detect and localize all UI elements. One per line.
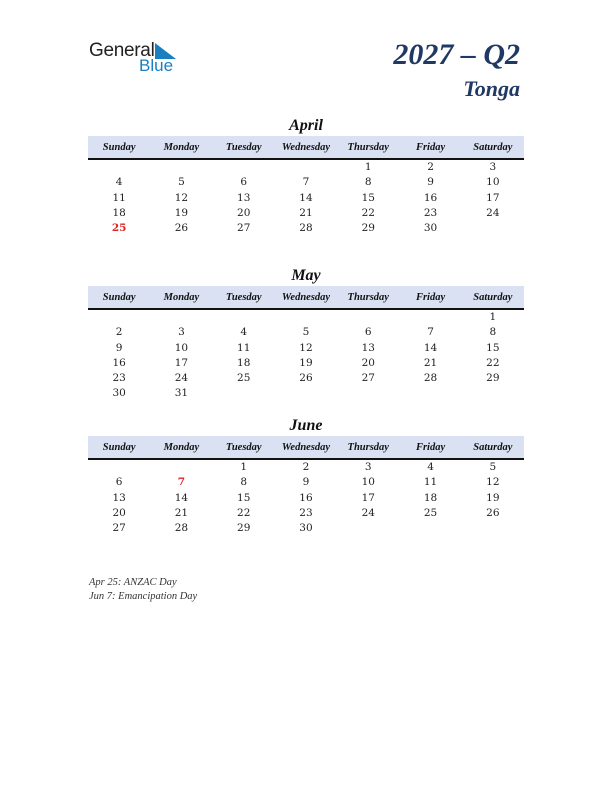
day-cell: 24 xyxy=(174,372,189,385)
day-cell: 14 xyxy=(174,491,189,504)
day-cell: 1 xyxy=(364,161,372,173)
day-cell xyxy=(275,386,337,401)
day-cell xyxy=(462,386,524,401)
day-cell: 23 xyxy=(299,506,313,519)
day-cell: 29 xyxy=(486,372,500,385)
weekday-label: Saturday xyxy=(473,141,513,153)
day-cell: 22 xyxy=(486,356,500,369)
day-cell: 3 xyxy=(489,161,497,173)
week-row xyxy=(88,221,524,236)
day-cell: 28 xyxy=(174,522,189,535)
weekday-header-row xyxy=(88,136,524,160)
week-row xyxy=(88,175,524,190)
day-cell: 21 xyxy=(174,506,189,519)
holiday-note: Apr 25: ANZAC Day xyxy=(89,577,177,588)
week-row xyxy=(88,341,524,356)
day-cell: 30 xyxy=(423,222,438,235)
day-cell: 26 xyxy=(486,506,500,519)
day-cell: 2 xyxy=(302,461,310,473)
page-title: 2027 – Q2 xyxy=(393,38,520,71)
day-cell xyxy=(337,386,399,401)
day-cell xyxy=(337,310,399,325)
weekday-label: Friday xyxy=(415,141,446,153)
day-cell: 2 xyxy=(427,161,434,173)
day-cell: 12 xyxy=(174,191,189,204)
day-cell: 21 xyxy=(299,206,313,219)
day-cell: 25 xyxy=(423,506,438,519)
day-cell: 20 xyxy=(237,206,251,219)
day-cell: 13 xyxy=(361,341,375,354)
weekday-label: Tuesday xyxy=(225,441,262,453)
day-cell: 21 xyxy=(423,356,438,369)
day-cell: 24 xyxy=(361,506,375,519)
day-cell: 8 xyxy=(240,476,248,489)
day-cell: 4 xyxy=(240,326,248,339)
day-cell: 24 xyxy=(486,206,500,219)
day-cell: 4 xyxy=(115,176,123,189)
day-cell xyxy=(275,310,337,325)
weekday-label: Saturday xyxy=(473,291,513,303)
day-cell: 2 xyxy=(115,326,123,339)
week-row xyxy=(88,356,524,371)
week-row xyxy=(88,475,524,490)
day-cell: 29 xyxy=(237,522,251,535)
day-cell: 17 xyxy=(486,191,500,204)
day-cell: 5 xyxy=(489,461,497,473)
day-cell: 11 xyxy=(237,341,251,354)
day-cell xyxy=(275,160,337,175)
week-row xyxy=(88,386,524,401)
week-row xyxy=(88,460,524,475)
day-cell: 22 xyxy=(361,206,375,219)
day-cell: 29 xyxy=(361,222,375,235)
week-row xyxy=(88,491,524,506)
weekday-label: Thursday xyxy=(347,441,389,453)
day-cell: 9 xyxy=(427,176,434,189)
weekday-label: Wednesday xyxy=(281,291,331,303)
day-cell: 12 xyxy=(299,341,313,354)
day-cell: 27 xyxy=(361,372,375,385)
day-cell: 16 xyxy=(299,491,313,504)
day-cell: 25 xyxy=(111,222,127,235)
week-row xyxy=(88,521,524,536)
day-cell xyxy=(88,310,150,325)
day-cell: 6 xyxy=(364,326,372,339)
day-cell: 19 xyxy=(486,491,500,504)
day-cell: 8 xyxy=(489,326,497,339)
day-cell xyxy=(462,221,524,236)
day-cell xyxy=(88,160,150,175)
month-name: June xyxy=(289,417,323,434)
week-row xyxy=(88,310,524,325)
day-cell: 15 xyxy=(237,491,251,504)
day-cell: 20 xyxy=(112,506,126,519)
week-row xyxy=(88,371,524,386)
day-cell: 30 xyxy=(299,522,313,535)
day-cell: 7 xyxy=(177,476,186,489)
page-subtitle: Tonga xyxy=(463,76,520,101)
weekday-label: Monday xyxy=(163,441,200,453)
day-cell xyxy=(399,521,461,536)
day-cell: 14 xyxy=(299,191,313,204)
week-row xyxy=(88,191,524,206)
day-cell: 3 xyxy=(364,461,372,473)
day-cell xyxy=(213,386,275,401)
month-name: May xyxy=(291,267,321,284)
day-cell: 15 xyxy=(361,191,375,204)
day-cell xyxy=(462,521,524,536)
day-cell xyxy=(337,521,399,536)
day-cell: 1 xyxy=(489,311,497,323)
day-cell: 22 xyxy=(237,506,251,519)
weekday-header-row xyxy=(88,286,524,310)
weekday-label: Thursday xyxy=(347,141,389,153)
day-cell: 31 xyxy=(174,387,189,400)
day-cell: 5 xyxy=(178,176,185,189)
weekday-label: Saturday xyxy=(473,441,513,453)
day-cell: 18 xyxy=(237,356,251,369)
day-cell: 18 xyxy=(112,206,126,219)
weekday-label: Monday xyxy=(163,291,200,303)
weekday-label: Tuesday xyxy=(225,141,262,153)
day-cell: 14 xyxy=(423,341,438,354)
day-cell: 30 xyxy=(112,387,126,400)
day-cell: 17 xyxy=(174,356,189,369)
day-cell: 27 xyxy=(112,522,126,535)
day-cell: 23 xyxy=(423,206,438,219)
day-cell: 10 xyxy=(486,176,500,189)
day-cell: 7 xyxy=(302,176,310,189)
day-cell: 6 xyxy=(115,476,123,489)
day-cell xyxy=(150,160,212,175)
day-cell: 23 xyxy=(112,372,126,385)
day-cell: 10 xyxy=(361,476,375,489)
month-june xyxy=(88,416,524,536)
day-cell xyxy=(213,310,275,325)
day-cell: 26 xyxy=(174,222,189,235)
day-cell: 6 xyxy=(240,176,248,189)
day-cell: 15 xyxy=(486,341,500,354)
weekday-label: Wednesday xyxy=(281,141,331,153)
day-cell: 8 xyxy=(364,176,372,189)
day-cell: 9 xyxy=(115,341,123,354)
day-cell: 25 xyxy=(237,372,251,385)
day-cell: 11 xyxy=(112,191,126,204)
day-cell: 28 xyxy=(299,222,313,235)
day-cell: 13 xyxy=(237,191,251,204)
holiday-notes xyxy=(89,576,197,604)
weekday-label: Monday xyxy=(163,141,200,153)
day-cell: 7 xyxy=(427,326,434,339)
month-name: April xyxy=(289,117,323,134)
week-row xyxy=(88,506,524,521)
day-cell: 26 xyxy=(299,372,313,385)
weekday-label: Sunday xyxy=(102,141,136,153)
day-cell: 13 xyxy=(112,491,126,504)
day-cell: 27 xyxy=(237,222,251,235)
day-cell: 16 xyxy=(423,191,438,204)
day-cell: 20 xyxy=(361,356,375,369)
weekday-label: Friday xyxy=(415,441,446,453)
logo-text-blue: Blue xyxy=(139,56,174,75)
weekday-label: Sunday xyxy=(102,291,136,303)
weekday-header-row xyxy=(88,436,524,460)
day-cell xyxy=(150,460,212,475)
day-cell xyxy=(213,160,275,175)
day-cell: 19 xyxy=(299,356,313,369)
day-cell xyxy=(150,310,212,325)
weekday-label: Tuesday xyxy=(225,291,262,303)
day-cell: 9 xyxy=(302,476,310,489)
logo-text-general: General xyxy=(89,40,155,61)
day-cell: 5 xyxy=(302,326,310,339)
day-cell xyxy=(399,386,461,401)
day-cell: 1 xyxy=(240,461,248,473)
month-may xyxy=(88,266,524,402)
week-row xyxy=(88,325,524,340)
month-april xyxy=(88,116,524,236)
day-cell: 18 xyxy=(423,491,438,504)
day-cell: 16 xyxy=(112,356,126,369)
day-cell xyxy=(399,310,461,325)
generalblue-logo xyxy=(89,40,189,80)
weekday-label: Sunday xyxy=(102,441,136,453)
week-row xyxy=(88,206,524,221)
day-cell: 10 xyxy=(174,341,189,354)
day-cell: 12 xyxy=(486,476,500,489)
week-row xyxy=(88,160,524,175)
weekday-label: Friday xyxy=(415,291,446,303)
weekday-label: Wednesday xyxy=(281,441,331,453)
day-cell: 3 xyxy=(178,326,185,339)
day-cell: 11 xyxy=(423,476,438,489)
holiday-note: Jun 7: Emancipation Day xyxy=(89,591,198,602)
day-cell: 28 xyxy=(423,372,438,385)
day-cell: 17 xyxy=(361,491,375,504)
day-cell: 4 xyxy=(427,461,434,473)
day-cell xyxy=(88,460,150,475)
weekday-label: Thursday xyxy=(347,291,389,303)
day-cell: 19 xyxy=(174,206,189,219)
